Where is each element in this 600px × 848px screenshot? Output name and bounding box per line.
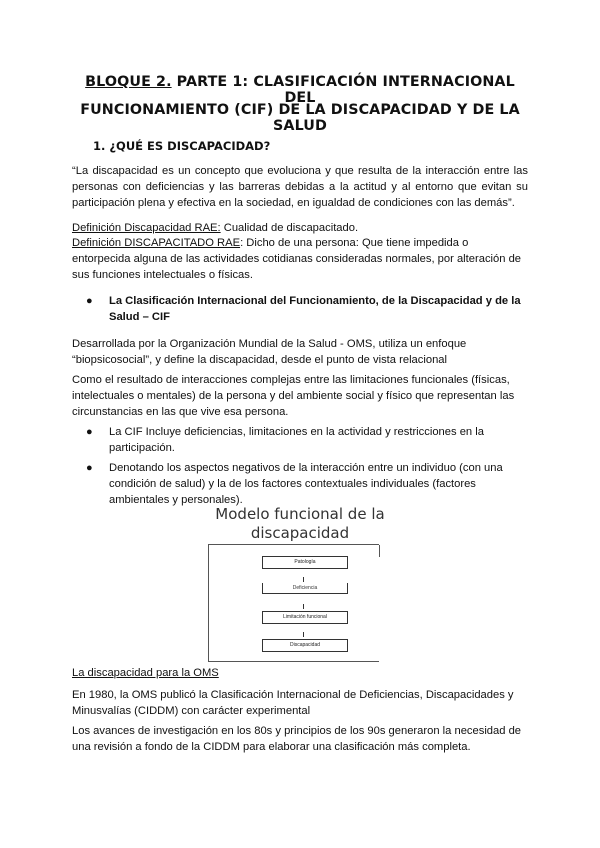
bullet-icon: ● [86, 295, 93, 307]
oms-paragraph-1: En 1980, la OMS publicó la Clasificación Internacional de Deficiencias, Discapacidades y Minusvalías (CIDDM) con carácter experimental [72, 689, 514, 717]
block-label: BLOQUE 2. [85, 74, 172, 90]
figure-title: Modelo funcional de la discapacidad [215, 505, 385, 542]
cif-bullet-1: La CIF Incluye deficiencias, limitaciones en la actividad y restricciones en la participación. [109, 426, 484, 454]
figure-arrow [303, 632, 304, 637]
figure-stage-pathology: Patología [262, 556, 348, 569]
bullet-icon: ● [86, 462, 93, 474]
rae-definition-2 [72, 235, 528, 283]
oms-heading: La discapacidad para la OMS [72, 667, 219, 679]
cif-paragraph-2: Como el resultado de interacciones complejas entre las limitaciones funcionales (físicas, intelectuales o mentales) de la persona y del ambiente social y físico que representan las circunstancias en las que vive esa persona. [72, 374, 515, 418]
figure-arrow [303, 604, 304, 609]
rae-definition-1 [72, 220, 528, 236]
document-title-line-2: FUNCIONAMIENTO (CIF) DE LA DISCAPACIDAD Y DE LA SALUD [80, 102, 520, 134]
cif-paragraph-1: Desarrollada por la Organización Mundial de la Salud - OMS, utiliza un enfoque “biopsicosocial”, y define la discapacidad, desde el punto de vista relacional [72, 338, 467, 366]
title-rest: PARTE 1: CLASIFICACIÓN INTERNACIONAL DEL [171, 74, 515, 106]
rae-definition-2-label: Definición DISCAPACITADO RAE [72, 237, 241, 249]
figure-arrow [303, 577, 304, 582]
rae-definition-1-text: Cualidad de discapacitado. [220, 222, 359, 234]
figure-stage-disability: Discapacidad [262, 639, 348, 652]
rae-definition-1-label: Definición Discapacidad RAE: [72, 222, 221, 234]
rae-definition-2-text: : Dicho de una persona: Que tiene impedida o entorpecida alguna de las actividades cotidianas consideradas normales, por alteración de sus funciones intelectuales o físicas. [72, 237, 522, 281]
oms-paragraph-2: Los avances de investigación en los 80s y principios de los 90s generaron la necesidad de una revisión a fondo de la CIDDM para elaborar una clasificación más completa. [72, 725, 522, 753]
section-heading: 1. ¿QUÉ ES DISCAPACIDAD? [93, 139, 271, 153]
bullet-icon: ● [86, 426, 93, 438]
cif-bullet-2: Denotando los aspectos negativos de la interacción entre un individuo (con una condición de salud) y la de los factores contextuales individuales (factores ambientales y personales). [109, 462, 503, 506]
figure-stage-functional-limitation: Limitación funcional [262, 611, 348, 624]
definition-quote: “La discapacidad es un concepto que evoluciona y que resulta de la interacción entre las personas con deficiencias y las barreras debidas a la actitud y al entorno que evitan su participación plena y efectiva en la sociedad, en igualdad de condiciones con las demás”. [72, 165, 528, 209]
cif-bullet-heading: La Clasificación Internacional del Funcionamiento, de la Discapacidad y de la Salud – CIF [109, 295, 521, 323]
figure-stage-deficiency: Deficiencia [292, 585, 318, 591]
